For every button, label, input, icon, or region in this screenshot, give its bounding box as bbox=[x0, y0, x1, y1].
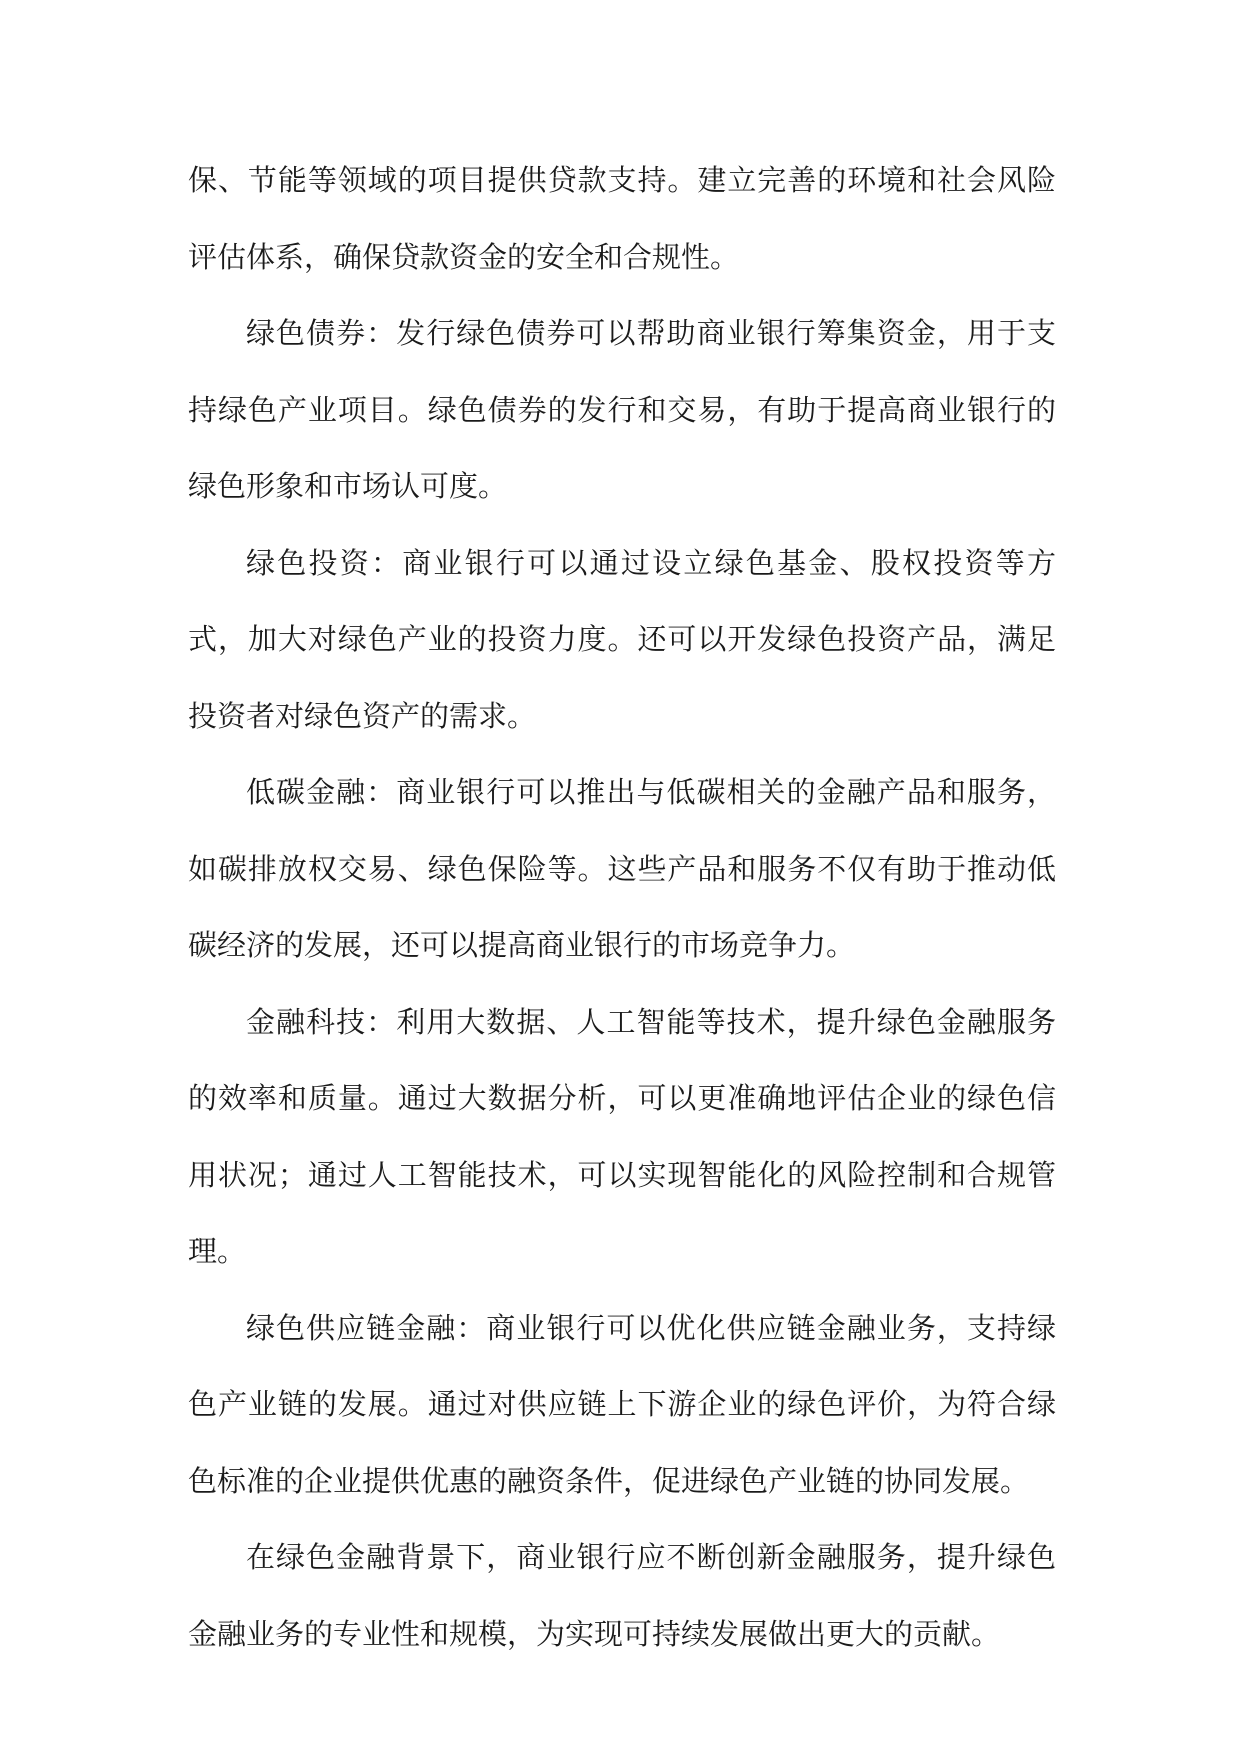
paragraph-green-supply-chain: 绿色供应链金融：商业银行可以优化供应链金融业务，支持绿色产业链的发展。通过对供应链上下游企业的绿色评价，为符合绿色标准的企业提供优惠的融资条件，促进绿色产业链的协同发展。 bbox=[188, 1310, 1056, 1498]
paragraph-green-bonds: 绿色债券：发行绿色债券可以帮助商业银行筹集资金，用于支持绿色产业项目。绿色债券的发行和交易，有助于提高商业银行的绿色形象和市场认可度。 bbox=[188, 316, 1056, 503]
paragraph-continuation: 保、节能等领域的项目提供贷款支持。建立完善的环境和社会风险评估体系，确保贷款资金的安全和合规性。 bbox=[188, 163, 1056, 274]
body-text bbox=[188, 142, 1056, 1672]
paragraph-conclusion: 在绿色金融背景下，商业银行应不断创新金融服务，提升绿色金融业务的专业性和规模，为实现可持续发展做出更大的贡献。 bbox=[188, 1540, 1056, 1651]
paragraph-green-investment: 绿色投资：商业银行可以通过设立绿色基金、股权投资等方式，加大对绿色产业的投资力度。还可以开发绿色投资产品，满足投资者对绿色资产的需求。 bbox=[188, 545, 1056, 733]
paragraph-fintech: 金融科技：利用大数据、人工智能等技术，提升绿色金融服务的效率和质量。通过大数据分析，可以更准确地评估企业的绿色信用状况；通过人工智能技术，可以实现智能化的风险控制和合规管理。 bbox=[188, 1004, 1056, 1268]
paragraph-low-carbon-finance: 低碳金融：商业银行可以推出与低碳相关的金融产品和服务，如碳排放权交易、绿色保险等。这些产品和服务不仅有助于推动低碳经济的发展，还可以提高商业银行的市场竞争力。 bbox=[188, 775, 1056, 962]
